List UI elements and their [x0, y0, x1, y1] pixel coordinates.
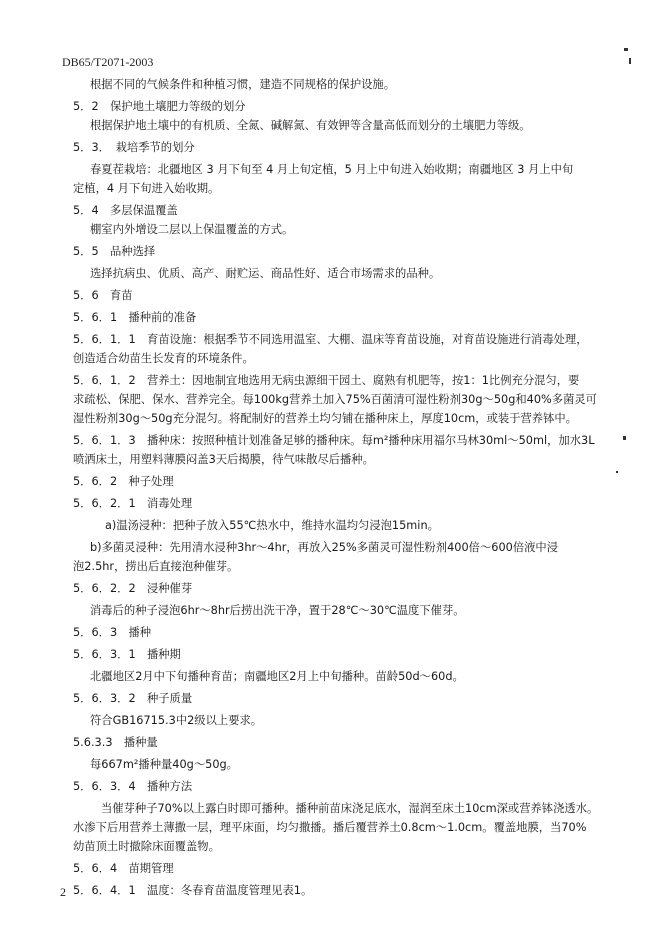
- scan-speck: [616, 471, 618, 473]
- document-code: DB65/T2071-2003: [62, 55, 154, 69]
- text-line: 根据不同的气候条件和种植习惯，建造不同规格的保护设施。: [90, 78, 396, 91]
- text-line: a)温汤浸种：把种子放入55℃热水中，维持水温均匀浸泡15min。: [105, 519, 439, 532]
- text-line: 泡2.5hr，捞出后直接泡种催芽。: [73, 560, 239, 573]
- text-line: 5．6．3．4 播种方法: [73, 780, 193, 793]
- text-line: 选择抗病虫、优质、高产、耐贮运、商品性好、适合市场需求的品种。: [90, 267, 441, 280]
- text-line: 5．3． 栽培季节的划分: [73, 141, 195, 154]
- text-line: 5．6．1．2 营养土：因地制宜地选用无病虫源细干园土、腐熟有机肥等，按1：1比例充分混匀，要: [73, 374, 580, 387]
- text-line: 5．5 品种选择: [73, 245, 156, 258]
- text-line: 5．6．4 苗期管理: [73, 862, 174, 875]
- text-line: 5．4 多层保温覆盖: [73, 204, 178, 217]
- text-line: 5．6．2．1 消毒处理: [73, 497, 193, 510]
- text-line: 每667m²播种量40g～50g。: [90, 758, 238, 771]
- scan-speck: [623, 436, 626, 440]
- text-line: 5．6．1 播种前的准备: [73, 311, 197, 324]
- text-line: 符合GB16715.3中2级以上要求。: [90, 714, 263, 727]
- text-line: 5．6．1．3 播种床：按照种植计划准备足够的播种床。每m²播种床用福尔马林30ml～50ml，加水3L: [73, 434, 595, 447]
- text-line: 喷洒床土，用塑料薄膜闷盖3天后揭膜，待气味散尽后播种。: [73, 453, 374, 466]
- text-line: 湿性粉剂30g～50g充分混匀。将配制好的营养土均匀铺在播种床上，厚度10cm，或装于营养钵中。: [73, 412, 577, 425]
- text-line: 北疆地区2月中下旬播种育苗；南疆地区2月上中旬播种。苗龄50d～60d。: [90, 670, 464, 683]
- text-line: 5．6．3 播种: [73, 626, 152, 639]
- text-line: 水渗下后用营养土薄撒一层，理平床面，均匀撒播。播后覆营养土0.8cm～1.0cm。覆盖地膜，当70%: [73, 821, 587, 834]
- document-body: [73, 75, 633, 900]
- text-line: 5．6 育苗: [73, 289, 133, 302]
- scan-speck: [624, 48, 628, 51]
- text-line: 当催芽种子70%以上露白时即可播种。播种前苗床浇足底水，湿润至床土10cm深或营养钵浇透水。: [101, 802, 599, 815]
- text-line: b)多菌灵浸种：先用清水浸种3hr～4hr，再放入25%多菌灵可湿性粉剂400倍～600倍液中浸: [90, 541, 559, 554]
- page-number: 2: [60, 885, 66, 899]
- text-line: 消毒后的种子浸泡6hr～8hr后捞出洗干净，置于28℃～30℃温度下催芽。: [90, 604, 465, 617]
- text-line: 求疏松、保肥、保水、营养完全。每100kg营养土加入75%百菌清可湿性粉剂30g～50g和40%多菌灵可: [73, 393, 597, 406]
- text-line: 5．6．3．2 种子质量: [73, 692, 193, 705]
- text-line: 春夏茬栽培：北疆地区 3 月下旬至 4 月上旬定植，5 月上中旬进入始收期；南疆地区 3 月上中旬: [90, 163, 574, 176]
- text-line: 5．2 保护地土壤肥力等级的划分: [73, 100, 246, 113]
- text-line: 5．6．4．1 温度：冬春育苗温度管理见表1。: [73, 884, 313, 897]
- text-line: 5．6．3．1 播种期: [73, 648, 181, 661]
- text-line: 根据保护地土壤中的有机质、全氮、碱解氮、有效钾等含量高低而划分的土壤肥力等级。: [90, 119, 531, 132]
- text-line: 5．6．2．2 浸种催芽: [73, 582, 193, 595]
- text-line: 棚室内外增设二层以上保温覆盖的方式。: [90, 223, 294, 236]
- text-line: 5．6．2 种子处理: [73, 475, 174, 488]
- text-line: 5．6．1．1 育苗设施：根据季节不同选用温室、大棚、温床等育苗设施，对育苗设施进行消毒处理，: [73, 333, 588, 346]
- text-line: 创造适合幼苗生长发育的环境条件。: [73, 352, 254, 365]
- text-line: 5.6.3.3 播种量: [73, 736, 158, 749]
- text-line: 定植，4 月下旬进入始收期。: [73, 182, 220, 195]
- scan-speck: [629, 58, 631, 64]
- text-line: 幼苗顶土时撤除床面覆盖物。: [73, 840, 220, 853]
